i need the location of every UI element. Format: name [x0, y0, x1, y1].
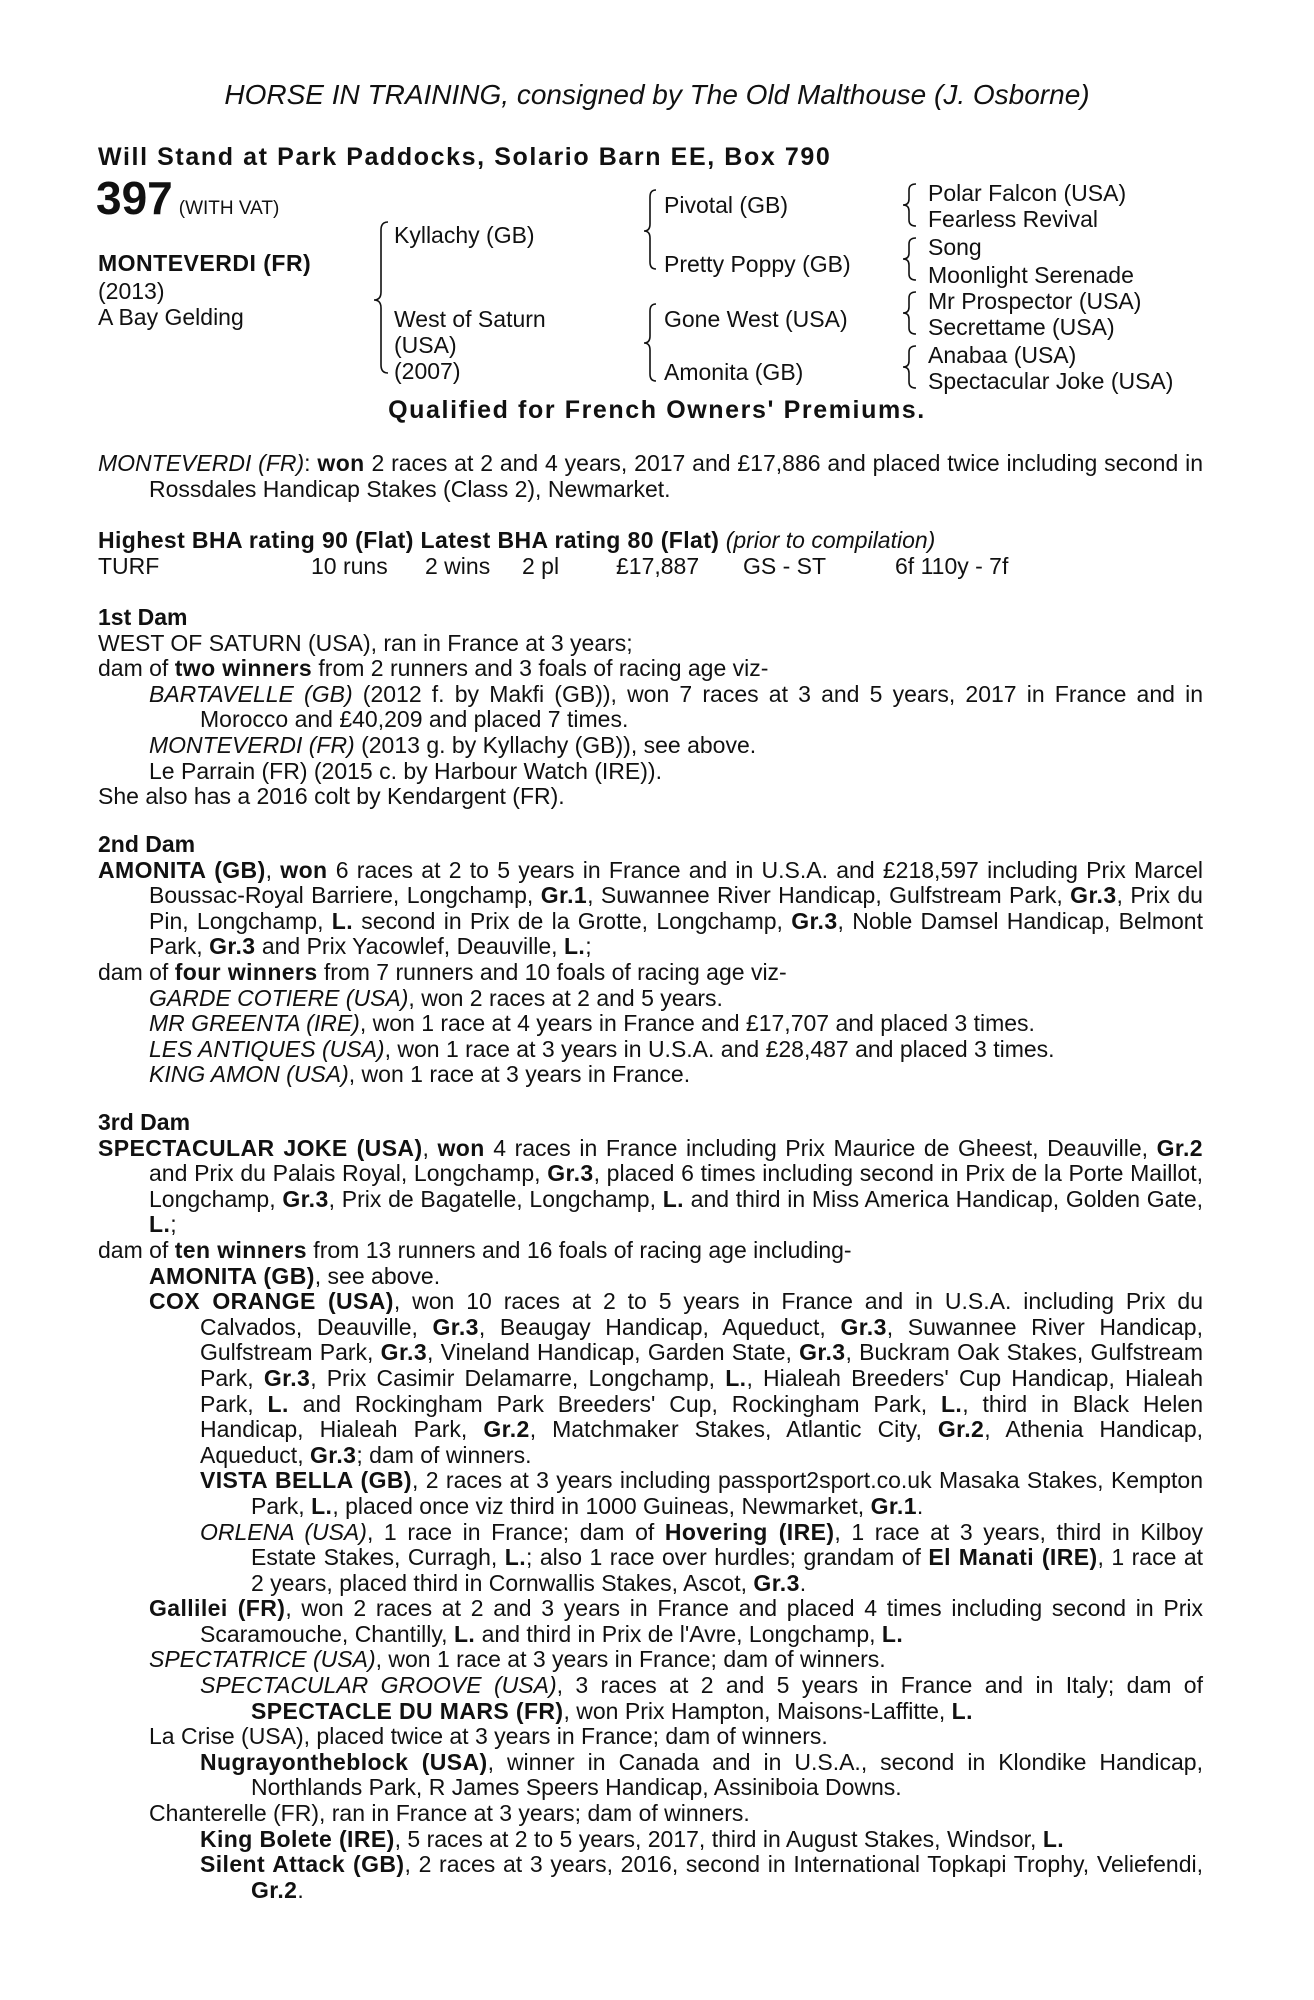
- pedigree-brace-sd: [903, 238, 916, 280]
- pedigree-sire: Kyllachy (GB): [394, 222, 535, 248]
- second-dam-heading: 2nd Dam: [98, 831, 196, 857]
- pedigree-dss: Mr Prospector (USA): [928, 288, 1142, 314]
- pedigree-brace-sire: [644, 190, 656, 269]
- pedigree-dsd: Secrettame (USA): [928, 314, 1115, 340]
- pedigree-sdd: Moonlight Serenade: [928, 262, 1134, 288]
- pedigree-brace-ss: [903, 184, 916, 226]
- first-dam-section: 1st Dam WEST OF SATURN (USA), ran in France at 3 years; dam of two winners from 2 runners and 3 foals of racing age viz- BARTAVELLE (GB) (2012 f. by Makfi (GB)), won 7 races at 3 and 5 years, 2017 in France and in Morocco and £40,209 and placed 7 times. MONTEVERDI (FR) (2013 g. by Kyllachy (GB)), see above. Le Parrain (FR) (2015 c. by Harbour Watch (IRE)). She also has a 2016 colt by Kendargent (FR).: [98, 604, 1203, 810]
- page-title: HORSE IN TRAINING, consigned by The Old Malthouse (J. Osborne): [224, 79, 1090, 110]
- summary-name: MONTEVERDI (FR): [98, 450, 305, 476]
- pedigree-dam-line3: (2007): [394, 358, 461, 384]
- rating-stats: TURF 10 runs 2 wins 2 pl £17,887 GS - ST 6f 110y - 7f: [98, 553, 1009, 579]
- pedigree-dd: Amonita (GB): [664, 359, 804, 385]
- pedigree-ss: Pivotal (GB): [664, 192, 788, 218]
- pedigree-dam-line2: (USA): [394, 332, 457, 358]
- rating-heading: Highest BHA rating 90 (Flat) Latest BHA rating 80 (Flat): [98, 527, 720, 553]
- pedigree-ddd: Spectacular Joke (USA): [928, 368, 1174, 394]
- pedigree-sss: Polar Falcon (USA): [928, 180, 1127, 206]
- pedigree-brace-dam: [644, 304, 656, 381]
- pedigree-ssd: Fearless Revival: [928, 206, 1098, 232]
- pedigree-brace-dd: [903, 346, 916, 388]
- lot-number: 397: [96, 172, 173, 224]
- pedigree-dam-line1: West of Saturn: [394, 306, 546, 332]
- horse-description: A Bay Gelding: [98, 304, 244, 330]
- pedigree-dds: Anabaa (USA): [928, 342, 1077, 368]
- horse-name: MONTEVERDI (FR): [98, 250, 312, 276]
- pedigree-brace-ds: [903, 292, 916, 334]
- pedigree-sds: Song: [928, 234, 982, 260]
- horse-year: (2013): [98, 278, 165, 304]
- first-dam-heading: 1st Dam: [98, 604, 188, 630]
- third-dam-section: 3rd Dam SPECTACULAR JOKE (USA), won 4 races in France including Prix Maurice de Gheest, Deauville, Gr.2 and Prix du Palais Royal, Longchamp, Gr.3, placed 6 times including second in Prix de la Porte Maillot, Longchamp, Gr.3, Prix de Bagatelle, Longchamp, L. and third in Miss America Handicap, Golden Gate, L.; dam of ten winners from 13 runners and 16 foals of racing age including- AMONITA (GB), see above. COX ORANGE (USA), won 10 races at 2 to 5 years in France and in U.S.A. including Prix du Calvados, Deauville, Gr.3, Beaugay Handicap, Aqueduct, Gr.3, Suwannee River Handicap, Gulfstream Park, Gr.3, Vineland Handicap, Garden State, Gr.3, Buckram Oak Stakes, Gulfstream Park, Gr.3, Prix Casimir Delamarre, Longchamp, L., Hialeah Breeders' Cup Handicap, Hialeah Park, L. and Rockingham Park Breeders' Cup, Rockingham Park, L., third in Black Helen Handicap, Hialeah Park, Gr.2, Matchmaker Stakes, Atlantic City, Gr.2, Athenia Handicap, Aqueduct, Gr.3; dam of winners. VISTA BELLA (GB), 2 races at 3 years including passport2sport.co.uk Masaka Stakes, Kempton Park, L., placed once viz third in 1000 Guineas, Newmarket, Gr.1. ORLENA (USA), 1 race in France; dam of Hovering (IRE), 1 race at 3 years, third in Kilboy Estate Stakes, Curragh, L.; also 1 race over hurdles; grandam of El Manati (IRE), 1 race at 2 years, placed third in Cornwallis Stakes, Ascot, Gr.3. Gallilei (FR), won 2 races at 2 and 3 years in France and placed 4 times including second in Prix Scaramouche, Chantilly, L. and third in Prix de l'Avre, Longchamp, L. SPECTATRICE (USA), won 1 race at 3 years in France; dam of winners. SPECTACULAR GROOVE (USA), 3 races at 2 and 5 years in France and in Italy; dam of SPECTACLE DU MARS (FR), won Prix Hampton, Maisons-Laffitte, L. La Crise (USA), placed twice at 3 years in France; dam of winners. Nugrayontheblock (USA), winner in Canada and in U.S.A., second in Klondike Handicap, Northlands Park, R James Speers Handicap, Assiniboia Downs. Chanterelle (FR), ran in France at 3 years; dam of winners. King Bolete (IRE), 5 races at 2 to 5 years, 2017, third in August Stakes, Windsor, L. Silent Attack (GB), 2 races at 3 years, 2016, second in International Topkapi Trophy, Veliefendi, Gr.2.: [98, 1109, 1204, 1903]
- third-dam-heading: 3rd Dam: [98, 1109, 191, 1135]
- second-dam-section: 2nd Dam AMONITA (GB), won 6 races at 2 to 5 years in France and in U.S.A. and £218,597 including Prix Marcel Boussac-Royal Barriere, Longchamp, Gr.1, Suwannee River Handicap, Gulfstream Park, Gr.3, Prix du Pin, Longchamp, L. second in Prix de la Grotte, Longchamp, Gr.3, Noble Damsel Handicap, Belmont Park, Gr.3 and Prix Yacowlef, Deauville, L.; dam of four winners from 7 runners and 10 foals of racing age viz- GARDE COTIERE (USA), won 2 races at 2 and 5 years. MR GREENTA (IRE), won 1 race at 4 years in France and £17,707 and placed 3 times. LES ANTIQUES (USA), won 1 race at 3 years in U.S.A. and £28,487 and placed 3 times. KING AMON (USA), won 1 race at 3 years in France.: [98, 831, 1203, 1088]
- vat-note: (WITH VAT): [178, 198, 280, 219]
- summary: MONTEVERDI (FR): won 2 races at 2 and 4 years, 2017 and £17,886 and placed twice including second in Rossdales Handicap Stakes (Class 2), Newmarket.: [98, 450, 1203, 502]
- stand-location: Will Stand at Park Paddocks, Solario Barn EE, Box 790: [98, 143, 832, 171]
- qualified-note: Qualified for French Owners' Premiums.: [388, 396, 926, 424]
- rating-line: Highest BHA rating 90 (Flat) Latest BHA rating 80 (Flat) (prior to compilation): [98, 527, 936, 553]
- pedigree-brace-gen1: [374, 222, 388, 373]
- pedigree-ds: Gone West (USA): [664, 306, 848, 332]
- pedigree-sd: Pretty Poppy (GB): [664, 251, 851, 277]
